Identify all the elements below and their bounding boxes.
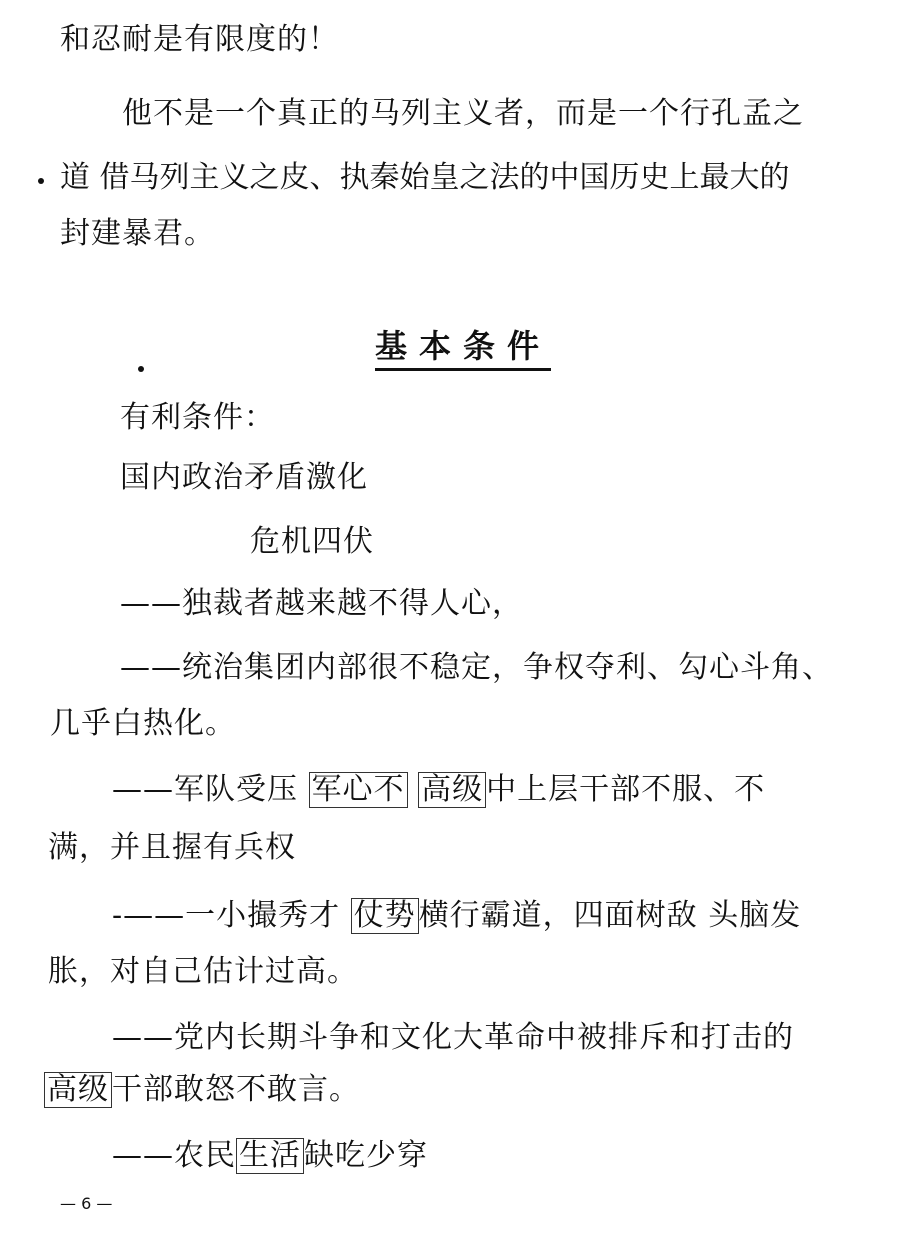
scholars-text-pre: -——一小撮秀才 <box>112 898 351 933</box>
item-ruling-group-line-1: ——统治集团内部很不稳定，争权夺利、勾心斗角、 <box>120 650 833 685</box>
army-boxed-morale: 军心不 <box>309 772 408 808</box>
peasants-text-post: 缺吃少穿 <box>304 1138 428 1173</box>
item-dictator-line: ——独裁者越来越不得人心， <box>120 586 523 621</box>
item-party-line-1: ——党内长期斗争和文化大革命中被排斥和打击的 <box>112 1020 794 1055</box>
scholars-boxed-power: 仗势 <box>351 898 419 934</box>
item-army-line-2: 满，并且握有兵权 <box>48 830 296 865</box>
section-heading: 基本条件 <box>375 326 551 371</box>
item-peasants-line <box>112 1136 428 1176</box>
item-party-line-2 <box>44 1070 360 1110</box>
intro-line-1: 和忍耐是有限度的！ <box>60 22 339 57</box>
peasants-boxed-life: 生活 <box>236 1138 304 1174</box>
party-text-post: 干部敢怒不敢言。 <box>112 1072 360 1107</box>
stray-dot-mark <box>38 178 44 184</box>
army-boxed-senior: 高级 <box>418 772 486 808</box>
party-boxed-senior: 高级 <box>44 1072 112 1108</box>
intro-line-2: 他不是一个真正的马列主义者，而是一个行孔孟之 <box>122 96 804 131</box>
domestic-politics-line: 国内政治矛盾激化 <box>120 460 368 495</box>
army-text-post: 中上层干部不服、不 <box>486 772 766 807</box>
item-scholars-line-2: 胀，对自己估计过高。 <box>48 954 358 989</box>
intro-line-4: 封建暴君。 <box>60 216 215 251</box>
army-text-pre: ——军队受压 <box>112 772 309 807</box>
item-ruling-group-line-2: 几乎白热化。 <box>50 706 236 741</box>
intro-line-3: 道 借马列主义之皮、执秦始皇之法的中国历史上最大的 <box>60 160 790 195</box>
peasants-text-pre: ——农民 <box>112 1138 236 1173</box>
page-number: — 6 — <box>60 1194 113 1213</box>
stray-dot-mark-2 <box>138 366 144 372</box>
item-scholars-line-1 <box>112 896 801 936</box>
scholars-text-post: 横行霸道，四面树敌 头脑发 <box>418 898 802 933</box>
crisis-line: 危机四伏 <box>250 524 374 559</box>
favorable-conditions-label: 有利条件： <box>120 400 275 435</box>
item-army-line-1 <box>112 770 765 810</box>
